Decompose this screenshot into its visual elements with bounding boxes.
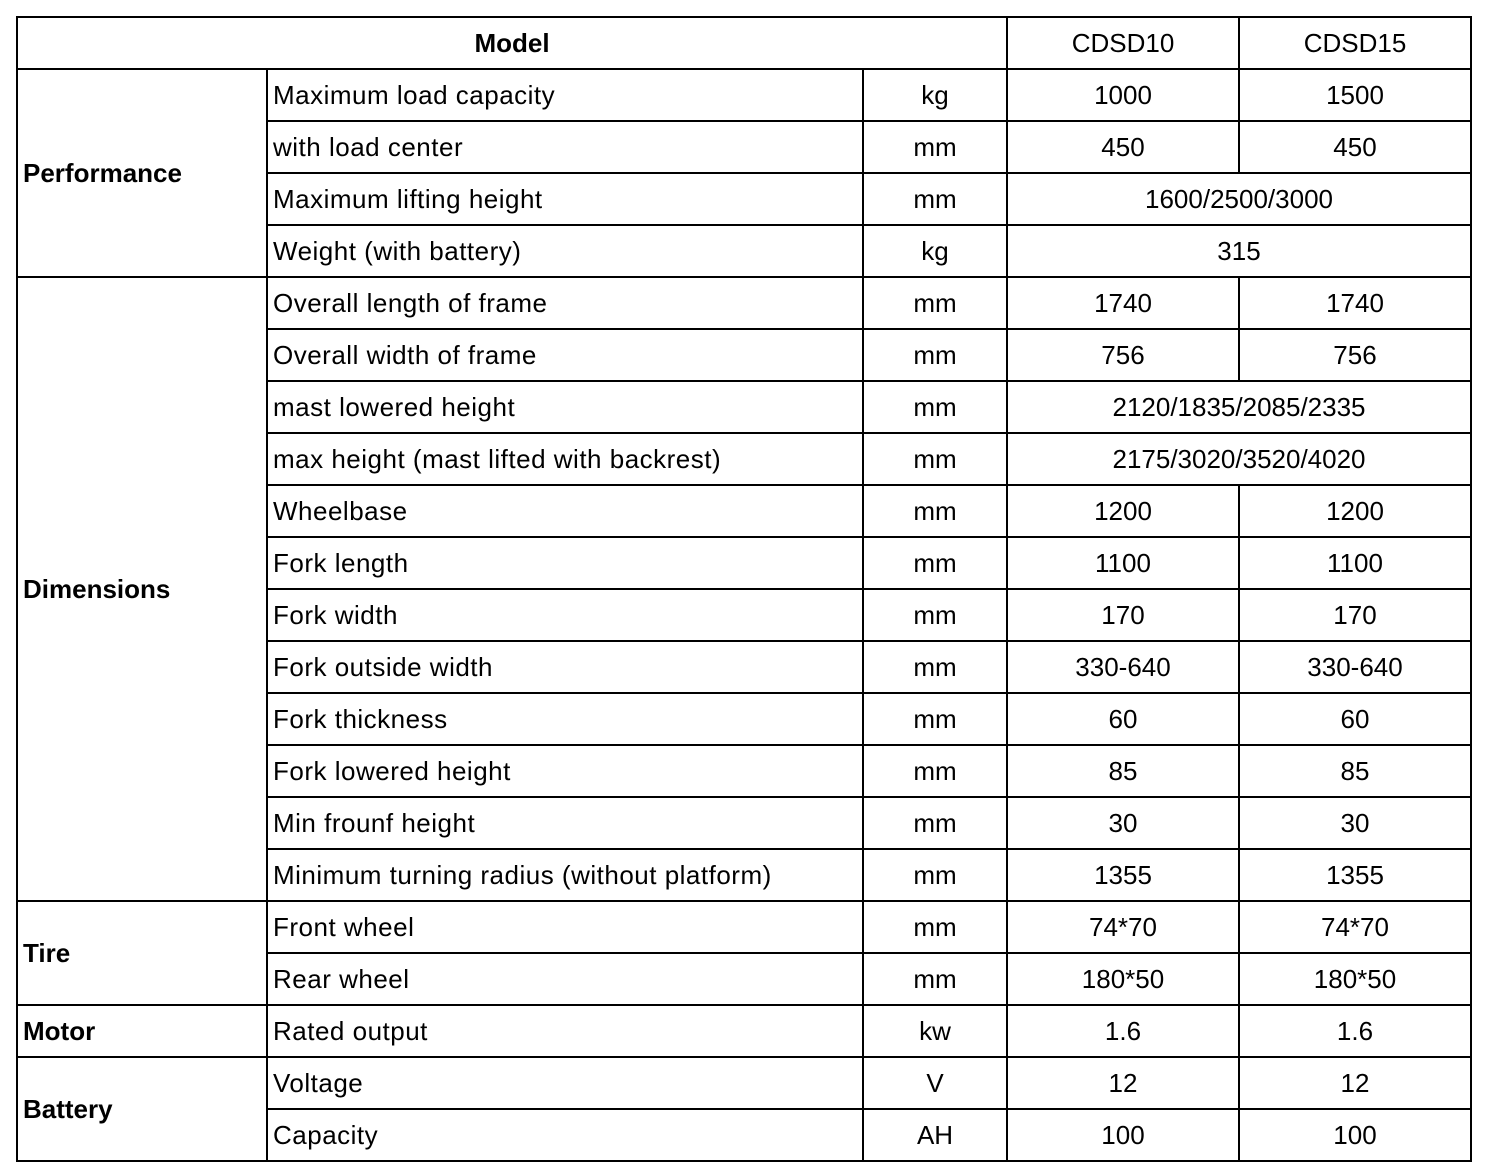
- model-name-1: CDSD10: [1007, 17, 1239, 69]
- value-cell: 170: [1239, 589, 1471, 641]
- value-cell: 1200: [1007, 485, 1239, 537]
- value-cell: 1100: [1239, 537, 1471, 589]
- value-cell: 330-640: [1239, 641, 1471, 693]
- parameter-name: Min frounf height: [267, 797, 863, 849]
- unit-cell: kg: [863, 69, 1007, 121]
- unit-cell: mm: [863, 797, 1007, 849]
- parameter-name: mast lowered height: [267, 381, 863, 433]
- parameter-name: Fork outside width: [267, 641, 863, 693]
- value-cell: 100: [1239, 1109, 1471, 1161]
- table-row: [17, 1057, 1471, 1109]
- parameter-name: with load center: [267, 121, 863, 173]
- value-cell: 1355: [1239, 849, 1471, 901]
- value-cell: 60: [1239, 693, 1471, 745]
- parameter-name: Rated output: [267, 1005, 863, 1057]
- parameter-name: Maximum lifting height: [267, 173, 863, 225]
- parameter-name: Wheelbase: [267, 485, 863, 537]
- model-name-2: CDSD15: [1239, 17, 1471, 69]
- parameter-name: Maximum load capacity: [267, 69, 863, 121]
- value-cell: 1600/2500/3000: [1007, 173, 1471, 225]
- unit-cell: mm: [863, 537, 1007, 589]
- parameter-name: Fork length: [267, 537, 863, 589]
- parameter-name: max height (mast lifted with backrest): [267, 433, 863, 485]
- unit-cell: mm: [863, 121, 1007, 173]
- unit-cell: mm: [863, 849, 1007, 901]
- group-label: Motor: [17, 1005, 267, 1057]
- parameter-name: Voltage: [267, 1057, 863, 1109]
- parameter-name: Fork thickness: [267, 693, 863, 745]
- table-row: [17, 69, 1471, 121]
- value-cell: 1000: [1007, 69, 1239, 121]
- value-cell: 2175/3020/3520/4020: [1007, 433, 1471, 485]
- group-label: Tire: [17, 901, 267, 1005]
- unit-cell: mm: [863, 173, 1007, 225]
- parameter-name: Fork lowered height: [267, 745, 863, 797]
- value-cell: 12: [1239, 1057, 1471, 1109]
- value-cell: 170: [1007, 589, 1239, 641]
- value-cell: 450: [1239, 121, 1471, 173]
- group-label: Battery: [17, 1057, 267, 1161]
- table-row: [17, 1005, 1471, 1057]
- parameter-name: Fork width: [267, 589, 863, 641]
- value-cell: 1500: [1239, 69, 1471, 121]
- value-cell: 2120/1835/2085/2335: [1007, 381, 1471, 433]
- value-cell: 1355: [1007, 849, 1239, 901]
- value-cell: 1.6: [1007, 1005, 1239, 1057]
- value-cell: 12: [1007, 1057, 1239, 1109]
- value-cell: 1740: [1239, 277, 1471, 329]
- unit-cell: mm: [863, 329, 1007, 381]
- parameter-name: Minimum turning radius (without platform): [267, 849, 863, 901]
- unit-cell: mm: [863, 381, 1007, 433]
- group-label: Performance: [17, 69, 267, 277]
- spec-table-body: [17, 17, 1471, 1161]
- value-cell: 330-640: [1007, 641, 1239, 693]
- table-row: [17, 901, 1471, 953]
- model-header: Model: [17, 17, 1007, 69]
- value-cell: 74*70: [1007, 901, 1239, 953]
- value-cell: 315: [1007, 225, 1471, 277]
- unit-cell: V: [863, 1057, 1007, 1109]
- value-cell: 756: [1239, 329, 1471, 381]
- parameter-name: Overall length of frame: [267, 277, 863, 329]
- parameter-name: Front wheel: [267, 901, 863, 953]
- value-cell: 450: [1007, 121, 1239, 173]
- value-cell: 1.6: [1239, 1005, 1471, 1057]
- parameter-name: Weight (with battery): [267, 225, 863, 277]
- unit-cell: mm: [863, 953, 1007, 1005]
- parameter-name: Rear wheel: [267, 953, 863, 1005]
- value-cell: 85: [1239, 745, 1471, 797]
- value-cell: 756: [1007, 329, 1239, 381]
- parameter-name: Capacity: [267, 1109, 863, 1161]
- value-cell: 1100: [1007, 537, 1239, 589]
- unit-cell: kg: [863, 225, 1007, 277]
- unit-cell: mm: [863, 901, 1007, 953]
- unit-cell: mm: [863, 485, 1007, 537]
- unit-cell: mm: [863, 641, 1007, 693]
- header-row: [17, 17, 1471, 69]
- value-cell: 180*50: [1239, 953, 1471, 1005]
- value-cell: 74*70: [1239, 901, 1471, 953]
- unit-cell: kw: [863, 1005, 1007, 1057]
- unit-cell: mm: [863, 589, 1007, 641]
- unit-cell: mm: [863, 745, 1007, 797]
- value-cell: 85: [1007, 745, 1239, 797]
- group-label: Dimensions: [17, 277, 267, 901]
- value-cell: 30: [1239, 797, 1471, 849]
- value-cell: 60: [1007, 693, 1239, 745]
- table-row: [17, 277, 1471, 329]
- value-cell: 30: [1007, 797, 1239, 849]
- value-cell: 1740: [1007, 277, 1239, 329]
- parameter-name: Overall width of frame: [267, 329, 863, 381]
- value-cell: 180*50: [1007, 953, 1239, 1005]
- unit-cell: mm: [863, 693, 1007, 745]
- spec-table: [16, 16, 1472, 1162]
- unit-cell: mm: [863, 277, 1007, 329]
- unit-cell: mm: [863, 433, 1007, 485]
- unit-cell: AH: [863, 1109, 1007, 1161]
- value-cell: 1200: [1239, 485, 1471, 537]
- value-cell: 100: [1007, 1109, 1239, 1161]
